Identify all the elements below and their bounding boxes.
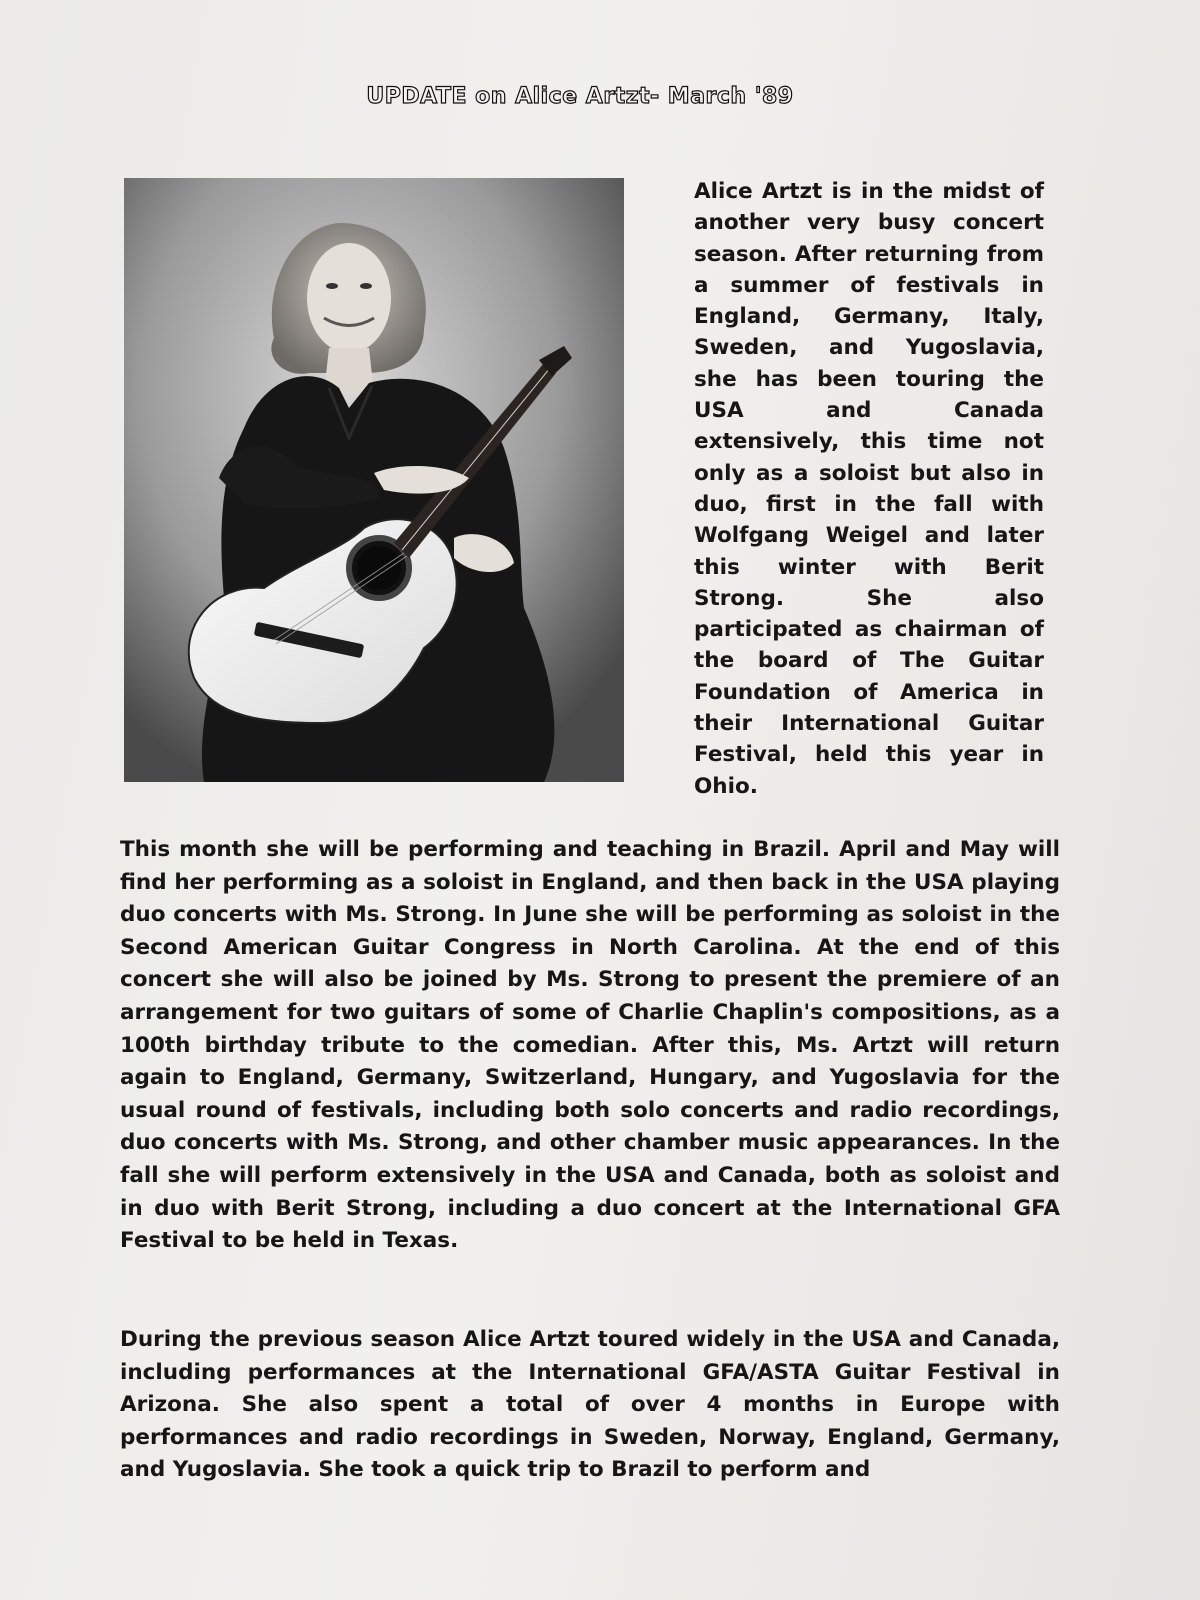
paragraph-upcoming-schedule: This month she will be performing and teaching in Brazil. April and May will find her performing as a soloist in England, and then back in the USA playing duo concerts with Ms. Strong. In June she will be performing as soloist in the Second American Guitar Congress in North Carolina. At the end of this concert she will also be joined by Ms. Strong to present the premiere of an arrangement for two guitars of some of Charlie Chaplin's compositions, as a 100th birthday tribute to the comedian. After this, Ms. Artzt will return again to England, Germany, Switzerland, Hungary, and Yugoslavia for the usual round of festivals, including both solo concerts and radio recordings, duo concerts with Ms. Strong, and other chamber music appearances. In the fall she will perform extensively in the USA and Canada, both as soloist and in duo with Berit Strong, including a duo concert at the International GFA Festival to be held in Texas. xyxy=(120,837,1060,1254)
intro-paragraph: Alice Artzt is in the midst of another very busy concert season. After returning from a summer of festivals in England, Germany, Italy, Sweden, and Yugoslavia, she has been touring the USA and Canada extensively, this time not only as a soloist but also in duo, first in the fall with Wolfgang Weigel and later this winter with Berit Strong. She also participated as chairman of the board of The Guitar Foundation of America in their International Guitar Festival, held this year in Ohio. xyxy=(694,179,1044,799)
portrait-photo xyxy=(124,178,624,782)
page-title: UPDATE on Alice Artzt- March '89 xyxy=(366,84,794,109)
portrait-photo-icon xyxy=(124,178,624,782)
paragraph-previous-season: During the previous season Alice Artzt toured widely in the USA and Canada, including performances at the International GFA/ASTA Guitar Festival in Arizona. She also spent a total of over 4 months in Europe with performances and radio recordings in Sweden, Norway, England, Germany, and Yugoslavia. She took a quick trip to Brazil to perform and xyxy=(120,1327,1060,1483)
